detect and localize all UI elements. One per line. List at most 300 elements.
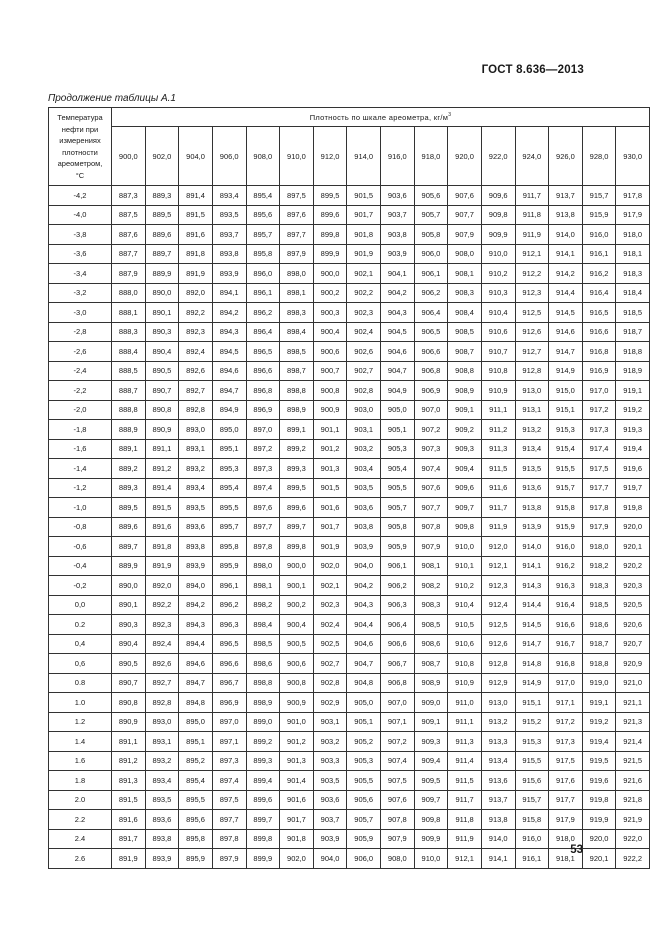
density-cell: 891,7	[112, 829, 146, 849]
density-cell: 889,1	[112, 439, 146, 459]
density-cell: 889,9	[145, 264, 179, 284]
density-cell: 920,1	[582, 849, 616, 869]
density-cell: 899,0	[246, 712, 280, 732]
density-cell: 911,2	[481, 420, 515, 440]
density-cell: 919,6	[616, 459, 650, 479]
density-cell: 902,1	[347, 264, 381, 284]
density-cell: 893,1	[145, 732, 179, 752]
density-cell: 914,4	[515, 595, 549, 615]
density-cell: 912,5	[515, 303, 549, 323]
density-cell: 914,2	[549, 264, 583, 284]
density-cell: 893,0	[179, 420, 213, 440]
density-cell: 909,3	[448, 439, 482, 459]
column-header: 904,0	[179, 127, 213, 186]
density-cell: 899,8	[246, 829, 280, 849]
density-cell: 912,6	[515, 322, 549, 342]
density-cell: 908,5	[414, 615, 448, 635]
column-header: 922,0	[481, 127, 515, 186]
density-cell: 907,6	[414, 478, 448, 498]
temperature-cell: -0,2	[49, 576, 112, 596]
density-cell: 896,6	[246, 361, 280, 381]
density-cell: 914,6	[549, 322, 583, 342]
table-row	[49, 673, 650, 693]
density-cell: 898,9	[280, 400, 314, 420]
density-cell: 910,0	[481, 244, 515, 264]
temperature-cell: -2,4	[49, 361, 112, 381]
density-cell: 912,8	[515, 361, 549, 381]
density-cell: 906,7	[381, 654, 415, 674]
density-cell: 916,2	[549, 556, 583, 576]
density-cell: 896,4	[246, 322, 280, 342]
density-cell: 903,2	[313, 732, 347, 752]
density-cell: 910,8	[448, 654, 482, 674]
density-cell: 919,2	[582, 712, 616, 732]
density-cell: 904,4	[347, 615, 381, 635]
density-cell: 911,1	[481, 400, 515, 420]
density-cell: 902,0	[313, 556, 347, 576]
density-cell: 898,4	[246, 615, 280, 635]
density-cell: 913,3	[481, 732, 515, 752]
density-cell: 912,8	[481, 654, 515, 674]
density-cell: 920,5	[616, 595, 650, 615]
temperature-header-line: ареометром,	[57, 159, 103, 168]
density-cell: 913,9	[515, 517, 549, 537]
density-cell: 903,6	[313, 790, 347, 810]
density-cell: 901,5	[313, 478, 347, 498]
density-cell: 910,3	[481, 283, 515, 303]
density-cell: 896,9	[246, 400, 280, 420]
density-cell: 891,5	[112, 790, 146, 810]
density-cell: 920,0	[582, 829, 616, 849]
density-cell: 908,6	[414, 634, 448, 654]
density-cell: 914,5	[515, 615, 549, 635]
density-cell: 908,7	[414, 654, 448, 674]
density-cell: 909,8	[481, 205, 515, 225]
temperature-header-line: плотности	[62, 147, 98, 157]
column-header: 926,0	[549, 127, 583, 186]
density-cell: 893,8	[212, 244, 246, 264]
density-cell: 893,8	[145, 829, 179, 849]
density-cell: 904,2	[347, 576, 381, 596]
density-cell: 909,4	[414, 751, 448, 771]
density-cell: 887,9	[112, 264, 146, 284]
table-row	[49, 420, 650, 440]
table-row	[49, 654, 650, 674]
temperature-cell: 1.0	[49, 693, 112, 713]
density-cell: 901,4	[280, 771, 314, 791]
density-cell: 893,5	[145, 790, 179, 810]
density-cell: 909,6	[481, 186, 515, 206]
density-cell: 894,6	[212, 361, 246, 381]
density-cell: 907,8	[381, 810, 415, 830]
temperature-cell: -3,6	[49, 244, 112, 264]
density-cell: 888,5	[112, 361, 146, 381]
density-cell: 914,1	[515, 556, 549, 576]
density-cell: 906,0	[414, 244, 448, 264]
density-cell: 897,6	[280, 205, 314, 225]
density-cell: 899,3	[246, 751, 280, 771]
table-row	[49, 439, 650, 459]
density-cell: 888,9	[112, 420, 146, 440]
density-cell: 914,9	[515, 673, 549, 693]
density-cell: 894,5	[212, 342, 246, 362]
temperature-header-line: измерениях	[59, 136, 101, 145]
density-cell: 904,2	[381, 283, 415, 303]
density-cell: 907,7	[448, 205, 482, 225]
density-cell: 917,9	[549, 810, 583, 830]
density-cell: 912,0	[481, 537, 515, 557]
temperature-cell: 0,0	[49, 595, 112, 615]
column-header: 902,0	[145, 127, 179, 186]
density-cell: 890,1	[112, 595, 146, 615]
density-cell: 889,6	[112, 517, 146, 537]
table-row	[49, 693, 650, 713]
density-cell: 907,6	[381, 790, 415, 810]
density-cell: 901,7	[280, 810, 314, 830]
density-cell: 892,6	[179, 361, 213, 381]
temperature-cell: -0,8	[49, 517, 112, 537]
density-cell: 902,2	[347, 283, 381, 303]
density-cell: 901,7	[347, 205, 381, 225]
density-cell: 893,7	[212, 225, 246, 245]
density-cell: 896,6	[212, 654, 246, 674]
temperature-cell: -3,8	[49, 225, 112, 245]
table-row	[49, 361, 650, 381]
density-cell: 911,9	[448, 829, 482, 849]
density-cell: 895,5	[212, 498, 246, 518]
density-cell: 906,2	[414, 283, 448, 303]
density-cell: 907,2	[381, 732, 415, 752]
density-cell: 918,2	[582, 556, 616, 576]
density-cell: 906,6	[414, 342, 448, 362]
density-cell: 906,1	[414, 264, 448, 284]
density-cell: 897,7	[280, 225, 314, 245]
density-cell: 901,3	[280, 751, 314, 771]
density-cell: 887,5	[112, 205, 146, 225]
density-cell: 900,5	[280, 634, 314, 654]
density-cell: 897,2	[246, 439, 280, 459]
table-row	[49, 381, 650, 401]
density-cell: 906,4	[381, 615, 415, 635]
density-cell: 909,7	[414, 790, 448, 810]
density-cell: 907,8	[414, 517, 448, 537]
density-cell: 905,6	[414, 186, 448, 206]
density-cell: 916,8	[549, 654, 583, 674]
density-cell: 921,8	[616, 790, 650, 810]
temperature-cell: 2.2	[49, 810, 112, 830]
density-cell: 900,3	[313, 303, 347, 323]
density-cell: 921,9	[616, 810, 650, 830]
density-cell: 887,7	[112, 244, 146, 264]
density-cell: 900,6	[280, 654, 314, 674]
density-cell: 921,3	[616, 712, 650, 732]
density-cell: 892,2	[179, 303, 213, 323]
density-cell: 915,1	[549, 400, 583, 420]
column-header: 928,0	[582, 127, 616, 186]
density-cell: 920,0	[616, 517, 650, 537]
density-cell: 922,0	[616, 829, 650, 849]
density-cell: 905,0	[381, 400, 415, 420]
density-cell: 918,3	[616, 264, 650, 284]
density-cell: 919,4	[616, 439, 650, 459]
density-cell: 895,3	[212, 459, 246, 479]
density-cell: 910,8	[481, 361, 515, 381]
density-cell: 901,9	[347, 244, 381, 264]
density-cell: 920,3	[616, 576, 650, 596]
density-cell: 908,0	[448, 244, 482, 264]
density-cell: 921,1	[616, 693, 650, 713]
density-cell: 893,2	[179, 459, 213, 479]
density-cell: 899,9	[313, 244, 347, 264]
column-header: 906,0	[212, 127, 246, 186]
density-cell: 908,4	[448, 303, 482, 323]
density-cell: 893,4	[212, 186, 246, 206]
density-cell: 917,7	[549, 790, 583, 810]
table-row	[49, 576, 650, 596]
density-cell: 916,6	[549, 615, 583, 635]
density-cell: 916,1	[582, 244, 616, 264]
density-cell: 909,7	[448, 498, 482, 518]
density-cell: 916,0	[549, 537, 583, 557]
density-cell: 896,0	[246, 264, 280, 284]
density-cell: 895,1	[212, 439, 246, 459]
density-cell: 889,3	[112, 478, 146, 498]
density-cell: 896,8	[246, 381, 280, 401]
density-cell: 904,0	[347, 556, 381, 576]
temperature-header-line: °С	[75, 170, 85, 180]
density-cell: 920,9	[616, 654, 650, 674]
density-cell: 894,3	[212, 322, 246, 342]
density-cell: 910,6	[481, 322, 515, 342]
density-cell: 892,4	[145, 634, 179, 654]
density-cell: 907,1	[381, 712, 415, 732]
density-cell: 913,0	[481, 693, 515, 713]
density-cell: 914,7	[515, 634, 549, 654]
density-cell: 916,5	[582, 303, 616, 323]
column-header: 914,0	[347, 127, 381, 186]
density-cell: 899,1	[280, 420, 314, 440]
density-cell: 913,8	[515, 498, 549, 518]
density-cell: 896,5	[212, 634, 246, 654]
density-cell: 903,0	[347, 400, 381, 420]
density-cell: 892,0	[145, 576, 179, 596]
density-cell: 900,0	[280, 556, 314, 576]
density-cell: 913,4	[515, 439, 549, 459]
density-cell: 890,1	[145, 303, 179, 323]
density-cell: 892,8	[145, 693, 179, 713]
density-cell: 889,6	[145, 225, 179, 245]
density-cell: 892,7	[179, 381, 213, 401]
density-cell: 898,9	[246, 693, 280, 713]
density-cell: 915,3	[515, 732, 549, 752]
density-cell: 895,0	[212, 420, 246, 440]
density-cell: 913,7	[549, 186, 583, 206]
density-cell: 903,9	[381, 244, 415, 264]
density-cell: 915,5	[549, 459, 583, 479]
density-cell: 892,0	[179, 283, 213, 303]
density-cell: 892,4	[179, 342, 213, 362]
density-cell: 911,8	[448, 810, 482, 830]
density-cell: 919,3	[616, 420, 650, 440]
density-cell: 892,2	[145, 595, 179, 615]
density-cell: 916,7	[549, 634, 583, 654]
density-cell: 915,6	[515, 771, 549, 791]
density-cell: 909,0	[414, 693, 448, 713]
density-cell: 904,3	[347, 595, 381, 615]
temperature-cell: -2,8	[49, 322, 112, 342]
density-cell: 918,6	[582, 615, 616, 635]
density-cell: 917,7	[582, 478, 616, 498]
temperature-cell: -0,6	[49, 537, 112, 557]
density-cell: 916,4	[582, 283, 616, 303]
density-cell: 916,1	[515, 849, 549, 869]
density-cell: 908,0	[381, 849, 415, 869]
density-cell: 895,9	[212, 556, 246, 576]
density-cell: 895,6	[179, 810, 213, 830]
density-cell: 919,9	[582, 810, 616, 830]
table-row	[49, 849, 650, 869]
density-cell: 910,4	[448, 595, 482, 615]
density-cell: 894,2	[179, 595, 213, 615]
density-cell: 902,3	[313, 595, 347, 615]
density-cell: 906,2	[381, 576, 415, 596]
density-cell: 902,5	[313, 634, 347, 654]
density-cell: 919,8	[582, 790, 616, 810]
density-cell: 903,8	[381, 225, 415, 245]
density-cell: 890,3	[145, 322, 179, 342]
density-cell: 896,5	[246, 342, 280, 362]
density-cell: 914,8	[515, 654, 549, 674]
density-cell: 907,5	[381, 771, 415, 791]
density-cell: 914,7	[549, 342, 583, 362]
temperature-cell: 0,6	[49, 654, 112, 674]
density-cell: 900,7	[313, 361, 347, 381]
density-cell: 907,9	[448, 225, 482, 245]
density-cell: 896,1	[246, 283, 280, 303]
density-cell: 908,8	[448, 361, 482, 381]
density-cell: 901,6	[313, 498, 347, 518]
density-cell: 917,0	[582, 381, 616, 401]
density-cell: 909,3	[414, 732, 448, 752]
density-cell: 913,2	[481, 712, 515, 732]
temperature-cell: -4,0	[49, 205, 112, 225]
density-cell: 895,8	[246, 244, 280, 264]
density-cell: 904,5	[381, 322, 415, 342]
density-cell: 887,3	[112, 186, 146, 206]
density-cell: 906,0	[347, 849, 381, 869]
density-cell: 919,4	[582, 732, 616, 752]
density-cell: 891,5	[145, 498, 179, 518]
density-cell: 903,2	[347, 439, 381, 459]
density-cell: 911,5	[481, 459, 515, 479]
density-cell: 895,5	[179, 790, 213, 810]
density-cell: 898,5	[246, 634, 280, 654]
density-cell: 904,6	[347, 634, 381, 654]
density-cell: 899,7	[246, 810, 280, 830]
density-cell: 903,4	[347, 459, 381, 479]
density-cell: 919,5	[582, 751, 616, 771]
density-cell: 902,0	[280, 849, 314, 869]
density-cell: 904,9	[381, 381, 415, 401]
density-cell: 917,6	[549, 771, 583, 791]
density-cell: 918,0	[616, 225, 650, 245]
density-cell: 904,7	[381, 361, 415, 381]
density-cell: 901,1	[313, 420, 347, 440]
density-cell: 920,6	[616, 615, 650, 635]
density-cell: 918,5	[616, 303, 650, 323]
density-cell: 910,6	[448, 634, 482, 654]
table-row	[49, 244, 650, 264]
density-cell: 897,5	[212, 790, 246, 810]
density-cell: 902,8	[347, 381, 381, 401]
density-cell: 912,5	[481, 615, 515, 635]
density-cell: 903,1	[313, 712, 347, 732]
density-cell: 908,5	[448, 322, 482, 342]
density-cell: 901,7	[313, 517, 347, 537]
density-cell: 911,5	[448, 771, 482, 791]
density-cell: 904,6	[381, 342, 415, 362]
density-cell: 907,9	[381, 829, 415, 849]
density-cell: 911,7	[515, 186, 549, 206]
density-cell: 906,8	[381, 673, 415, 693]
density-cell: 912,3	[481, 576, 515, 596]
density-cell: 889,3	[145, 186, 179, 206]
density-cell: 918,8	[582, 654, 616, 674]
density-cell: 919,8	[616, 498, 650, 518]
density-cell: 900,2	[280, 595, 314, 615]
density-cell: 916,9	[582, 361, 616, 381]
density-cell: 909,8	[414, 810, 448, 830]
density-cell: 898,5	[280, 342, 314, 362]
density-cell: 912,3	[515, 283, 549, 303]
density-cell: 890,8	[112, 693, 146, 713]
density-cell: 893,2	[145, 751, 179, 771]
density-cell: 903,3	[313, 751, 347, 771]
density-cell: 905,0	[347, 693, 381, 713]
density-cell: 919,2	[616, 400, 650, 420]
density-cell: 894,4	[179, 634, 213, 654]
density-cell: 919,0	[582, 673, 616, 693]
density-cell: 914,9	[549, 361, 583, 381]
density-cell: 915,9	[582, 205, 616, 225]
density-cell: 898,7	[280, 361, 314, 381]
density-cell: 908,3	[448, 283, 482, 303]
temperature-cell: -3,0	[49, 303, 112, 323]
density-cell: 912,7	[515, 342, 549, 362]
column-header: 918,0	[414, 127, 448, 186]
density-cell: 913,7	[481, 790, 515, 810]
table-row	[49, 829, 650, 849]
density-cell: 917,3	[582, 420, 616, 440]
density-cell: 897,3	[212, 751, 246, 771]
density-cell: 909,9	[414, 829, 448, 849]
density-cell: 901,2	[313, 439, 347, 459]
density-cell: 902,4	[347, 322, 381, 342]
density-cell: 895,4	[179, 771, 213, 791]
temperature-header-line: Температура	[57, 113, 103, 122]
density-cell: 913,8	[549, 205, 583, 225]
density-cell: 890,5	[112, 654, 146, 674]
density-cell: 907,0	[381, 693, 415, 713]
table-row	[49, 751, 650, 771]
density-cell: 894,8	[179, 693, 213, 713]
density-cell: 916,6	[582, 322, 616, 342]
density-cell: 910,4	[481, 303, 515, 323]
density-cell: 888,0	[112, 283, 146, 303]
temperature-cell: 0.2	[49, 615, 112, 635]
density-cell: 921,5	[616, 751, 650, 771]
density-cell: 917,1	[549, 693, 583, 713]
